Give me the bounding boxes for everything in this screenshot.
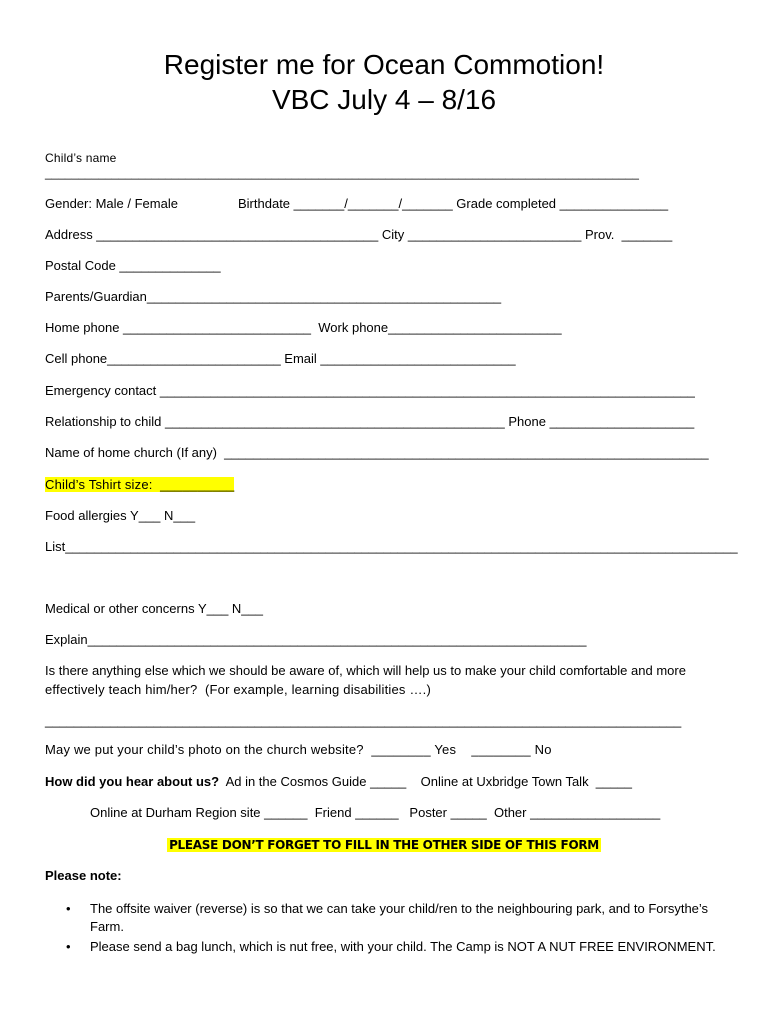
childs-name-field[interactable]: _________________________________________________________________________________________ xyxy=(45,166,639,180)
how-did-you-hear-field[interactable] xyxy=(45,774,632,790)
form-title-line2: VBC July 4 – 8/16 xyxy=(271,84,497,115)
note-text: The offsite waiver (reverse) is so that we can take your child/ren to the neighbouring park, and to Forsythe’s Farm. xyxy=(90,901,709,934)
address-field[interactable]: Address _______________________________________ City ________________________ Prov. _______ xyxy=(45,227,673,242)
bullet-icon: • xyxy=(66,939,71,954)
anything-else-question-2: effectively teach him/her? (For example, learning disabilities ….) xyxy=(45,682,431,697)
cell-email-field[interactable]: Cell phone________________________ Email ___________________________ xyxy=(45,351,516,366)
bullet-icon: • xyxy=(66,901,71,916)
postal-code-field[interactable]: Postal Code ______________ xyxy=(45,258,221,273)
note-text: Please send a bag lunch, which is nut free, with your child. The Camp is NOT A NUT FREE ENVIRONMENT. xyxy=(90,939,716,954)
notice-text: PLEASE DON’T FORGET TO FILL IN THE OTHER SIDE OF THIS FORM xyxy=(169,838,599,852)
parents-guardian-field[interactable]: Parents/Guardian_________________________________________________ xyxy=(45,289,502,304)
emergency-contact-field[interactable]: Emergency contact __________________________________________________________________________ xyxy=(45,383,695,398)
anything-else-field[interactable]: ________________________________________________________________________________________ xyxy=(45,713,682,728)
childs-name-label: Child’s name xyxy=(45,151,117,165)
notice-banner xyxy=(0,836,768,854)
food-allergies-field[interactable]: Food allergies Y___ N___ xyxy=(45,508,196,523)
list-item xyxy=(66,938,726,956)
phone-field[interactable]: Home phone __________________________ Work phone________________________ xyxy=(45,320,562,335)
form-title-line1: Register me for Ocean Commotion! xyxy=(163,49,605,80)
photo-consent-field[interactable]: May we put your child’s photo on the church website? ________ Yes ________ No xyxy=(45,742,552,757)
home-church-field[interactable]: Name of home church (If any) ___________________________________________________________________ xyxy=(45,445,709,460)
medical-concerns-field[interactable]: Medical or other concerns Y___ N___ xyxy=(45,601,263,616)
how-did-you-hear-options-2[interactable]: Online at Durham Region site ______ Friend ______ Poster _____ Other __________________ xyxy=(90,805,661,820)
birthdate-grade-field[interactable]: Birthdate _______/_______/_______ Grade completed _______________ xyxy=(238,196,669,211)
gender-field[interactable]: Gender: Male / Female xyxy=(45,196,178,211)
how-did-you-hear-label: How did you hear about us? xyxy=(45,774,220,789)
please-note-heading: Please note: xyxy=(45,868,122,883)
how-did-you-hear-options: Ad in the Cosmos Guide _____ Online at Uxbridge Town Talk _____ xyxy=(219,774,632,789)
allergy-list-field[interactable]: List_____________________________________________________________________________________________ xyxy=(45,539,738,554)
tshirt-size-highlight: Child’s Tshirt size: __________ xyxy=(45,477,235,492)
list-item xyxy=(66,900,726,936)
relationship-field[interactable]: Relationship to child _______________________________________________ Phone ____________________ xyxy=(45,414,695,429)
explain-field[interactable]: Explain_____________________________________________________________________ xyxy=(45,632,587,647)
tshirt-size-field[interactable] xyxy=(45,477,234,493)
notes-list xyxy=(66,900,726,958)
anything-else-question-1: Is there anything else which we should be aware of, which will help us to make your child comfortable and more xyxy=(45,663,686,678)
